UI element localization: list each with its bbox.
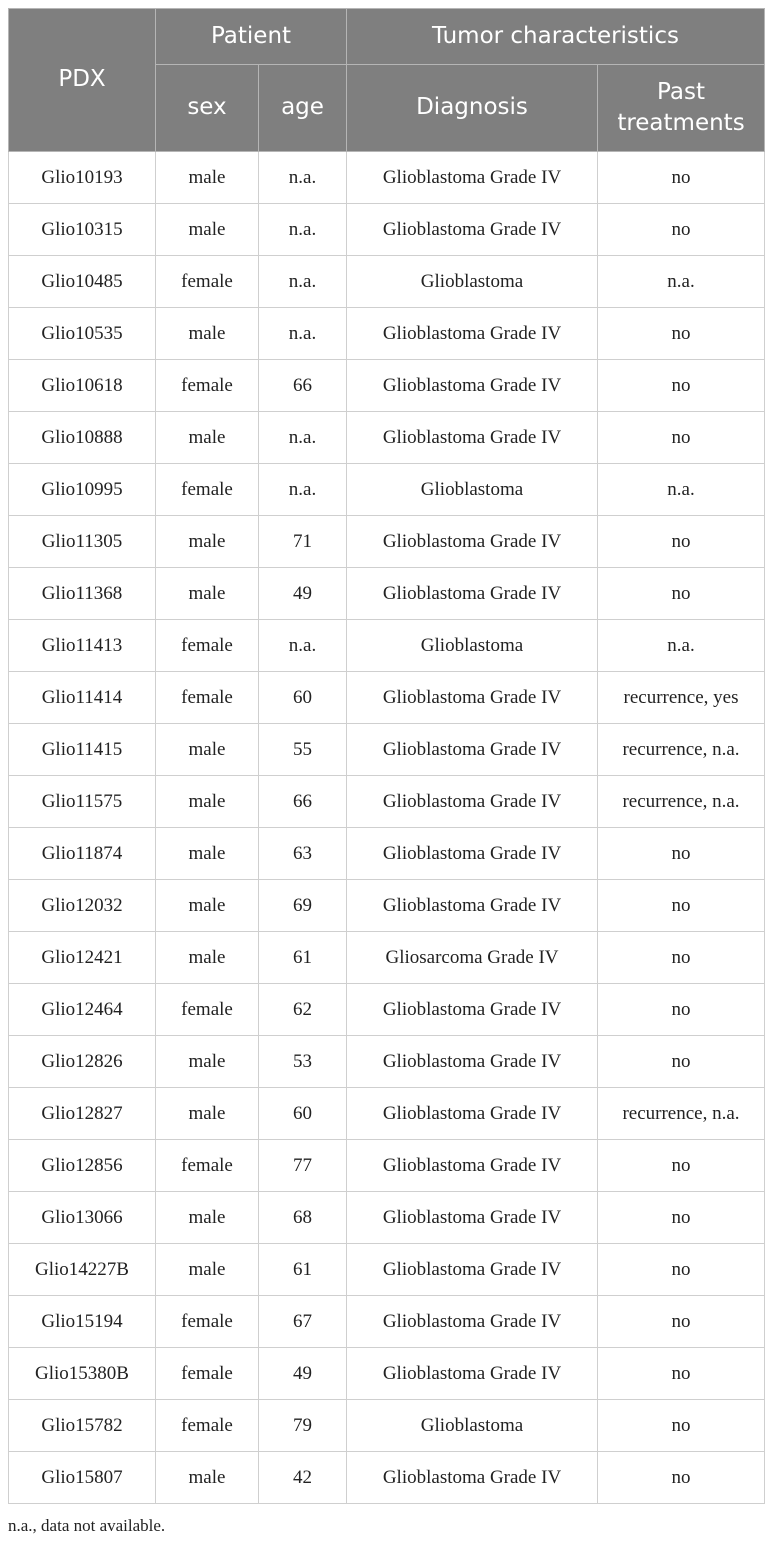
cell-age: 67	[259, 1296, 347, 1348]
cell-pdx: Glio11415	[9, 724, 156, 776]
cell-age: 66	[259, 360, 347, 412]
header-sex: sex	[156, 65, 259, 152]
header-tumor-characteristics: Tumor characteristics	[347, 9, 765, 65]
cell-past-treatments: no	[598, 1296, 765, 1348]
cell-age: 61	[259, 932, 347, 984]
cell-diagnosis: Glioblastoma Grade IV	[347, 1452, 598, 1504]
cell-age: 79	[259, 1400, 347, 1452]
cell-pdx: Glio10535	[9, 308, 156, 360]
cell-age: 42	[259, 1452, 347, 1504]
cell-diagnosis: Glioblastoma Grade IV	[347, 1244, 598, 1296]
table-row	[9, 412, 765, 464]
cell-age: 77	[259, 1140, 347, 1192]
cell-past-treatments: no	[598, 152, 765, 204]
cell-age: 69	[259, 880, 347, 932]
table-row	[9, 360, 765, 412]
cell-sex: male	[156, 828, 259, 880]
table-row	[9, 828, 765, 880]
cell-age: n.a.	[259, 464, 347, 516]
header-diagnosis: Diagnosis	[347, 65, 598, 152]
cell-diagnosis: Glioblastoma Grade IV	[347, 672, 598, 724]
cell-sex: female	[156, 1296, 259, 1348]
cell-pdx: Glio12856	[9, 1140, 156, 1192]
cell-pdx: Glio10618	[9, 360, 156, 412]
cell-diagnosis: Glioblastoma Grade IV	[347, 568, 598, 620]
cell-past-treatments: n.a.	[598, 464, 765, 516]
pdx-table	[8, 8, 765, 1504]
cell-pdx: Glio12032	[9, 880, 156, 932]
cell-age: 60	[259, 672, 347, 724]
cell-sex: female	[156, 984, 259, 1036]
cell-sex: female	[156, 464, 259, 516]
cell-sex: male	[156, 1244, 259, 1296]
cell-pdx: Glio11874	[9, 828, 156, 880]
cell-age: 60	[259, 1088, 347, 1140]
cell-age: 49	[259, 568, 347, 620]
cell-pdx: Glio11413	[9, 620, 156, 672]
cell-sex: male	[156, 516, 259, 568]
cell-diagnosis: Glioblastoma Grade IV	[347, 1140, 598, 1192]
table-row	[9, 776, 765, 828]
table-row	[9, 1140, 765, 1192]
cell-age: 55	[259, 724, 347, 776]
table-row	[9, 516, 765, 568]
table-row	[9, 1348, 765, 1400]
cell-sex: male	[156, 204, 259, 256]
cell-past-treatments: recurrence, n.a.	[598, 1088, 765, 1140]
header-pdx: PDX	[9, 9, 156, 152]
cell-sex: male	[156, 412, 259, 464]
table-row	[9, 256, 765, 308]
cell-diagnosis: Glioblastoma	[347, 464, 598, 516]
table-row	[9, 464, 765, 516]
table-row	[9, 152, 765, 204]
cell-pdx: Glio11414	[9, 672, 156, 724]
header-patient: Patient	[156, 9, 347, 65]
cell-pdx: Glio12464	[9, 984, 156, 1036]
cell-age: 53	[259, 1036, 347, 1088]
cell-pdx: Glio12827	[9, 1088, 156, 1140]
cell-diagnosis: Glioblastoma Grade IV	[347, 984, 598, 1036]
cell-age: 61	[259, 1244, 347, 1296]
cell-diagnosis: Glioblastoma Grade IV	[347, 360, 598, 412]
cell-age: n.a.	[259, 152, 347, 204]
cell-past-treatments: no	[598, 360, 765, 412]
cell-pdx: Glio10315	[9, 204, 156, 256]
cell-sex: female	[156, 672, 259, 724]
cell-sex: female	[156, 256, 259, 308]
cell-past-treatments: no	[598, 880, 765, 932]
table-row	[9, 568, 765, 620]
cell-pdx: Glio12826	[9, 1036, 156, 1088]
cell-past-treatments: no	[598, 984, 765, 1036]
cell-sex: female	[156, 620, 259, 672]
cell-past-treatments: no	[598, 1400, 765, 1452]
cell-age: n.a.	[259, 256, 347, 308]
cell-past-treatments: no	[598, 516, 765, 568]
cell-age: n.a.	[259, 308, 347, 360]
cell-past-treatments: no	[598, 412, 765, 464]
cell-diagnosis: Glioblastoma	[347, 256, 598, 308]
cell-past-treatments: n.a.	[598, 620, 765, 672]
table-row	[9, 1036, 765, 1088]
header-age: age	[259, 65, 347, 152]
cell-past-treatments: no	[598, 1192, 765, 1244]
cell-pdx: Glio11305	[9, 516, 156, 568]
table-row	[9, 308, 765, 360]
table-row	[9, 932, 765, 984]
cell-sex: male	[156, 152, 259, 204]
cell-diagnosis: Glioblastoma Grade IV	[347, 516, 598, 568]
cell-sex: male	[156, 1088, 259, 1140]
cell-past-treatments: no	[598, 1348, 765, 1400]
cell-pdx: Glio10193	[9, 152, 156, 204]
cell-diagnosis: Glioblastoma Grade IV	[347, 828, 598, 880]
cell-sex: male	[156, 308, 259, 360]
table-row	[9, 620, 765, 672]
cell-pdx: Glio15194	[9, 1296, 156, 1348]
cell-diagnosis: Glioblastoma Grade IV	[347, 1348, 598, 1400]
cell-sex: female	[156, 360, 259, 412]
table-row	[9, 204, 765, 256]
cell-sex: female	[156, 1348, 259, 1400]
cell-diagnosis: Glioblastoma Grade IV	[347, 1192, 598, 1244]
cell-diagnosis: Glioblastoma	[347, 620, 598, 672]
cell-age: 49	[259, 1348, 347, 1400]
cell-diagnosis: Glioblastoma Grade IV	[347, 1036, 598, 1088]
cell-past-treatments: no	[598, 308, 765, 360]
cell-diagnosis: Glioblastoma Grade IV	[347, 152, 598, 204]
table-body	[9, 152, 765, 1504]
cell-past-treatments: no	[598, 1244, 765, 1296]
cell-pdx: Glio13066	[9, 1192, 156, 1244]
cell-pdx: Glio15380B	[9, 1348, 156, 1400]
cell-pdx: Glio11368	[9, 568, 156, 620]
cell-sex: male	[156, 724, 259, 776]
cell-pdx: Glio14227B	[9, 1244, 156, 1296]
cell-age: n.a.	[259, 412, 347, 464]
table-row	[9, 1296, 765, 1348]
cell-diagnosis: Glioblastoma Grade IV	[347, 880, 598, 932]
cell-past-treatments: recurrence, yes	[598, 672, 765, 724]
cell-past-treatments: no	[598, 1140, 765, 1192]
table-row	[9, 1452, 765, 1504]
table-row	[9, 880, 765, 932]
cell-sex: male	[156, 1192, 259, 1244]
cell-past-treatments: no	[598, 932, 765, 984]
table-row	[9, 1192, 765, 1244]
cell-age: 71	[259, 516, 347, 568]
cell-past-treatments: no	[598, 204, 765, 256]
table-row	[9, 984, 765, 1036]
header-past-treatments: Past treatments	[598, 65, 765, 152]
cell-diagnosis: Glioblastoma Grade IV	[347, 724, 598, 776]
cell-sex: male	[156, 568, 259, 620]
cell-diagnosis: Glioblastoma Grade IV	[347, 308, 598, 360]
cell-diagnosis: Glioblastoma Grade IV	[347, 412, 598, 464]
cell-sex: male	[156, 1036, 259, 1088]
cell-age: n.a.	[259, 620, 347, 672]
cell-diagnosis: Gliosarcoma Grade IV	[347, 932, 598, 984]
cell-pdx: Glio10995	[9, 464, 156, 516]
cell-age: 62	[259, 984, 347, 1036]
cell-age: 68	[259, 1192, 347, 1244]
cell-diagnosis: Glioblastoma Grade IV	[347, 776, 598, 828]
cell-past-treatments: n.a.	[598, 256, 765, 308]
table-row	[9, 672, 765, 724]
table-row	[9, 724, 765, 776]
cell-diagnosis: Glioblastoma Grade IV	[347, 204, 598, 256]
cell-age: 63	[259, 828, 347, 880]
cell-past-treatments: recurrence, n.a.	[598, 776, 765, 828]
cell-pdx: Glio15807	[9, 1452, 156, 1504]
table-footnote: n.a., data not available.	[8, 1516, 166, 1535]
cell-diagnosis: Glioblastoma Grade IV	[347, 1088, 598, 1140]
cell-age: 66	[259, 776, 347, 828]
cell-pdx: Glio15782	[9, 1400, 156, 1452]
cell-sex: male	[156, 776, 259, 828]
cell-sex: female	[156, 1400, 259, 1452]
cell-pdx: Glio12421	[9, 932, 156, 984]
cell-pdx: Glio10888	[9, 412, 156, 464]
cell-past-treatments: no	[598, 1036, 765, 1088]
cell-past-treatments: no	[598, 828, 765, 880]
table-row	[9, 1400, 765, 1452]
table-row	[9, 1088, 765, 1140]
cell-age: n.a.	[259, 204, 347, 256]
cell-diagnosis: Glioblastoma Grade IV	[347, 1296, 598, 1348]
cell-sex: male	[156, 1452, 259, 1504]
cell-past-treatments: no	[598, 1452, 765, 1504]
cell-sex: male	[156, 932, 259, 984]
cell-past-treatments: recurrence, n.a.	[598, 724, 765, 776]
cell-sex: male	[156, 880, 259, 932]
table-row	[9, 1244, 765, 1296]
cell-pdx: Glio10485	[9, 256, 156, 308]
cell-pdx: Glio11575	[9, 776, 156, 828]
cell-diagnosis: Glioblastoma	[347, 1400, 598, 1452]
cell-past-treatments: no	[598, 568, 765, 620]
cell-sex: female	[156, 1140, 259, 1192]
